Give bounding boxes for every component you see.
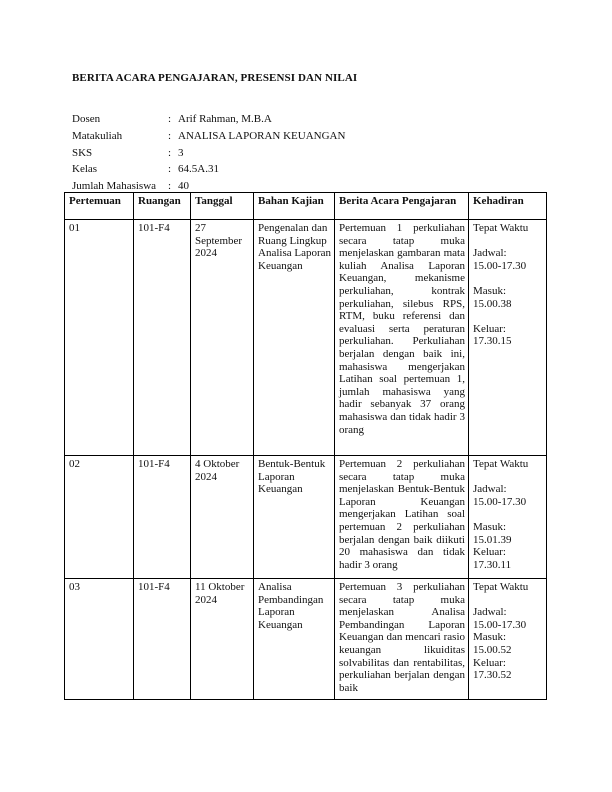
cell-kehadiran: Tepat Waktu Jadwal: 15.00-17.30 Masuk: 15.01.39 Keluar: 17.30.11	[469, 456, 547, 579]
cell-berita-acara: Pertemuan 2 perkuliahan secara tatap muka menjelaskan Bentuk-Bentuk Laporan Keuangan mengerjakan Latihan soal pertemuan 2 perkuliahan berjalan dengan baik diikuti 20 mahasiswa dan tidak hadir 3 orang	[335, 456, 469, 579]
cell-bahan-kajian: Pengenalan dan Ruang Lingkup Analisa Laporan Keuangan	[254, 220, 335, 456]
document-title: BERITA ACARA PENGAJARAN, PRESENSI DAN NILAI	[72, 72, 358, 84]
table-header-row	[65, 193, 547, 220]
header-tanggal: Tanggal	[191, 193, 254, 220]
cell-tanggal: 27 September 2024	[191, 220, 254, 456]
meta-value: ANALISA LAPORAN KEUANGAN	[178, 129, 346, 142]
cell-tanggal: 11 Oktober 2024	[191, 579, 254, 700]
cell-bahan-kajian: Bentuk-Bentuk Laporan Keuangan	[254, 456, 335, 579]
meta-value: Arif Rahman, M.B.A	[178, 113, 272, 125]
meta-label: Matakuliah	[72, 129, 123, 142]
meta-row-matakuliah	[72, 128, 345, 145]
meta-colon: :	[168, 129, 172, 142]
meta-colon: :	[168, 146, 172, 159]
meta-row-kelas	[72, 161, 345, 178]
meta-row-dosen	[72, 111, 345, 128]
meta-label: Dosen	[72, 113, 101, 125]
cell-kehadiran: Tepat Waktu Jadwal: 15.00-17.30 Masuk: 15.00.52 Keluar: 17.30.52	[469, 579, 547, 700]
cell-berita-acara: Pertemuan 3 perkuliahan secara tatap muka menjelaskan Analisa Pembandingan Laporan Keuangan dan mencari rasio keuangan likuiditas solvabilitas dan rentabilitas, perkuliahan berjalan dengan baik	[335, 579, 469, 700]
table-row	[65, 220, 547, 456]
cell-tanggal: 4 Oktober 2024	[191, 456, 254, 579]
cell-ruangan: 101-F4	[134, 579, 191, 700]
cell-pertemuan: 02	[65, 456, 134, 579]
attendance-table	[64, 192, 547, 700]
cell-bahan-kajian: Analisa Pembandingan Laporan Keuangan	[254, 579, 335, 700]
meta-value: 64.5A.31	[178, 163, 219, 176]
meta-value: 3	[178, 146, 184, 159]
cell-kehadiran: Tepat Waktu Jadwal: 15.00-17.30 Masuk: 15.00.38 Keluar: 17.30.15	[469, 220, 547, 456]
header-pertemuan: Pertemuan	[65, 193, 134, 220]
meta-block	[72, 111, 345, 195]
meta-colon: :	[168, 180, 172, 193]
meta-row-sks	[72, 145, 345, 162]
meta-label: Jumlah Mahasiswa	[72, 180, 157, 193]
meta-colon: :	[168, 163, 172, 176]
cell-berita-acara: Pertemuan 1 perkuliahan secara tatap muka menjelaskan gambaran mata kuliah Analisa Laporan Keuangan, mekanisme perkuliahan, kontrak perkuliahan, silebus RPS, RTM, buku referensi dan evaluasi serta peraturan perkuliahan. Perkuliahan berjalan dengan baik ini, mahasiswa mengerjakan Latihan soal pertemuan 1, jumlah mahasiswa yang hadir sebanyak 37 orang mahasiswa dan tidak hadir 3 orang	[335, 220, 469, 456]
meta-label: Kelas	[72, 163, 98, 176]
table-row	[65, 456, 547, 579]
table-row	[65, 579, 547, 700]
header-berita-acara: Berita Acara Pengajaran	[335, 193, 469, 220]
cell-ruangan: 101-F4	[134, 456, 191, 579]
header-bahan-kajian: Bahan Kajian	[254, 193, 335, 220]
meta-label: SKS	[72, 146, 93, 159]
cell-pertemuan: 01	[65, 220, 134, 456]
meta-value: 40	[178, 180, 189, 193]
cell-pertemuan: 03	[65, 579, 134, 700]
header-kehadiran: Kehadiran	[469, 193, 547, 220]
meta-colon: :	[168, 113, 172, 125]
header-ruangan: Ruangan	[134, 193, 191, 220]
cell-ruangan: 101-F4	[134, 220, 191, 456]
